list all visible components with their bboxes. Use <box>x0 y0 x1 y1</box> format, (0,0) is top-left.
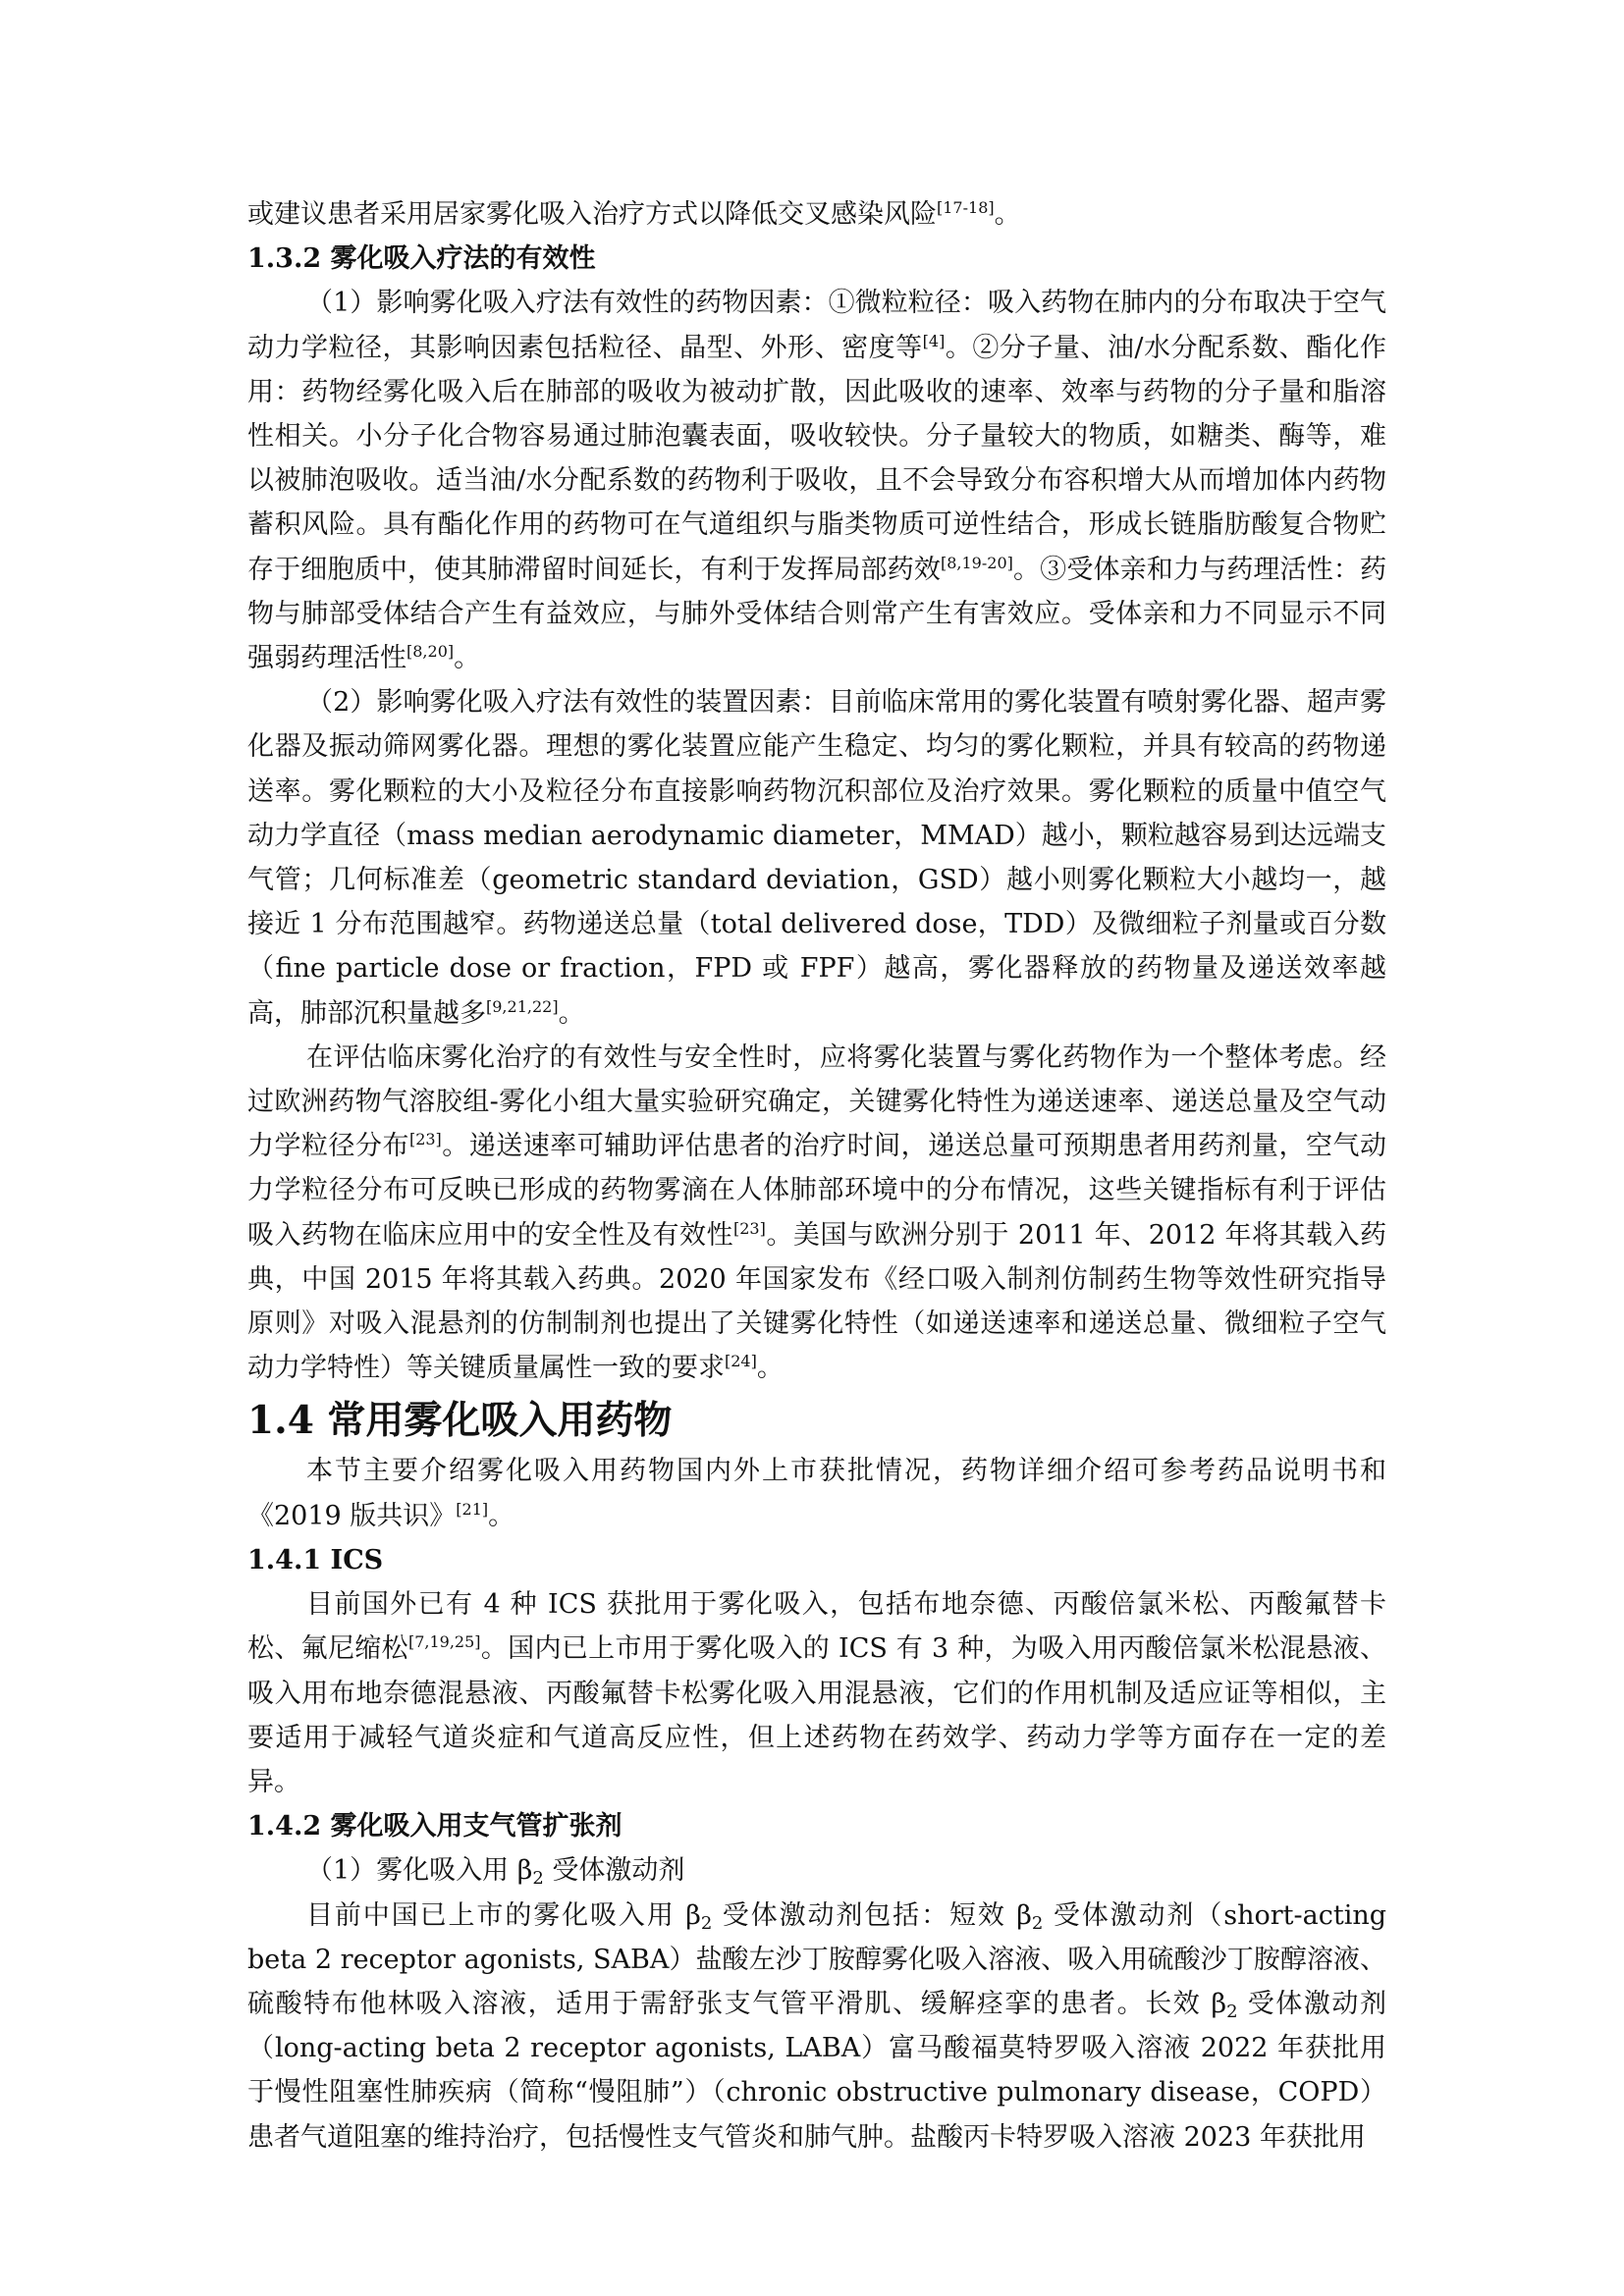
text-run: 。国内已上市用于雾化吸入的 ICS 有 3 种，为吸入用丙酸倍氯米松混悬液、吸入用布地奈德混悬液、丙酸氟替卡松雾化吸入用混悬液，它们的作用机制及适应证等相似，主要适用于减轻气道炎症和气道高反应性，但上述药物在药效学、药动力学等方面存在一定的差异。 <box>247 1633 1387 1797</box>
citation-ref: [23] <box>732 1218 766 1238</box>
citation-ref: [7,19,25] <box>407 1632 481 1652</box>
subscript: 2 <box>532 1868 544 1890</box>
text-run: 。美国与欧洲分别于 2011 年、2012 年将其载入药典，中国 2015 年将其载入药典。2020 年国家发布《经口吸入制剂仿制药生物等效性研究指导原则》对吸入混悬剂的仿制制剂也提出了关键雾化特性（如递送速率和递送总量、微细粒子空气动力学特性）等关键质量属性一致的要求 <box>247 1219 1386 1384</box>
text-run: （2）影响雾化吸入疗法有效性的装置因素：目前临床常用的雾化装置有喷射雾化器、超声雾化器及振动筛网雾化器。理想的雾化装置应能产生稳定、均匀的雾化颗粒，并具有较高的药物递送率。雾化颗粒的大小及粒径分布直接影响药物沉积部位及治疗效果。雾化颗粒的质量中值空气动力学直径（mass median aerodynamic diameter，MMAD）越小，颗粒越容易到达远端支气管；几何标准差（geometric standard deviation，GSD）越小则雾化颗粒大小越均一，越接近 1 分布范围越窄。药物递送总量（total delivered dose，TDD）及微细粒子剂量或百分数（fine particle dose or fraction，FPD 或 FPF）越高，雾化器释放的药物量及递送效率越高，肺部沉积量越多 <box>247 687 1386 1029</box>
text-run: 受体激动剂（long-acting beta 2 receptor agonists, LABA）富马酸福莫特罗吸入溶液 2022 年获批用于慢性阻塞性肺疾病（简称“慢阻肺”）（chronic obstructive pulmonary disease，COPD）患者气道阻塞的维持治疗，包括慢性支气管炎和肺气肿。盐酸丙卡特罗吸入溶液 2023 年获批用 <box>247 1988 1386 2153</box>
text-run: 。递送速率可辅助评估患者的治疗时间，递送总量可预期患者用药剂量，空气动力学粒径分布可反映已形成的药物雾滴在人体肺部环境中的分布情况，这些关键指标有利于评估吸入药物在临床应用中的安全性及有效性 <box>247 1131 1387 1251</box>
paragraph <box>247 1894 1386 2160</box>
text-run: 。 <box>994 199 1021 230</box>
text-run: 目前国外已有 4 种 ICS 获批用于雾化吸入，包括布地奈德、丙酸倍氯米松、丙酸氟替卡松、氟尼缩松 <box>247 1589 1386 1665</box>
section-heading: 1.3.2 雾化吸入疗法的有效性 <box>247 243 596 275</box>
text-run: 受体激动剂 <box>543 1855 685 1887</box>
citation-ref: [8,20] <box>406 642 455 662</box>
text-run: （1）雾化吸入用 β <box>306 1855 533 1887</box>
citation-ref: [4] <box>922 331 946 350</box>
citation-ref: [21] <box>456 1499 489 1519</box>
text-run: 。 <box>488 1500 515 1531</box>
text-run: 本节主要介绍雾化吸入用药物国内外上市获批情况，药物详细介绍可参考药品说明书和《2019 版共识》 <box>247 1456 1386 1531</box>
text-run: 受体激动剂（short-acting beta 2 receptor agonists, SABA）盐酸左沙丁胺醇雾化吸入溶液、吸入用硫酸沙丁胺醇溶液、硫酸特布他林吸入溶液，适用于需舒张支气管平滑肌、缓解痉挛的患者。长效 β <box>247 1899 1386 2019</box>
paragraph <box>247 1848 1386 1893</box>
text-run: 在评估临床雾化治疗的有效性与安全性时，应将雾化装置与雾化药物作为一个整体考虑。经过欧洲药物气溶胶组-雾化小组大量实验研究确定，关键雾化特性为递送速率、递送总量及空气动力学粒径分布 <box>247 1041 1386 1162</box>
subscript: 2 <box>1226 2001 1238 2022</box>
text-run: 。②分子量、油/水分配系数、酯化作用：药物经雾化吸入后在肺部的吸收为被动扩散，因此吸收的速率、效率与药物的分子量和脂溶性相关。小分子化合物容易通过肺泡囊表面，吸收较快。分子量较大的物质，如糖类、酶等，难以被肺泡吸收。适当油/水分配系数的药物利于吸收，且不会导致分布容积增大从而增加体内药物蓄积风险。具有酯化作用的药物可在气道组织与脂类物质可逆性结合，形成长链脂肪酸复合物贮存于细胞质中，使其肺滞留时间延长，有利于发挥局部药效 <box>247 332 1386 585</box>
section-heading: 1.4 常用雾化吸入用药物 <box>247 1398 673 1444</box>
paragraph <box>247 192 1386 237</box>
subscript: 2 <box>700 1912 713 1934</box>
paragraph <box>247 1036 1386 1391</box>
text-run: 。 <box>558 997 585 1029</box>
document-page <box>247 192 1386 2160</box>
text-run: 。 <box>454 643 481 674</box>
paragraph <box>247 281 1386 680</box>
citation-ref: [8,19-20] <box>940 553 1013 572</box>
paragraph <box>247 680 1386 1036</box>
citation-ref: [23] <box>408 1130 442 1149</box>
text-run: 或建议患者采用居家雾化吸入治疗方式以降低交叉感染风险 <box>247 199 937 230</box>
subscript: 2 <box>1031 1912 1044 1934</box>
text-run: 目前中国已上市的雾化吸入用 β <box>306 1899 701 1931</box>
section-heading: 1.4.2 雾化吸入用支气管扩张剂 <box>247 1811 623 1842</box>
paragraph <box>247 1582 1386 1804</box>
text-run: 。 <box>756 1353 784 1384</box>
text-run: 。③受体亲和力与药理活性：药物与肺部受体结合产生有益效应，与肺外受体结合则常产生有害效应。受体亲和力不同显示不同强弱药理活性 <box>247 554 1387 674</box>
section-heading: 1.4.1 ICS <box>247 1544 384 1575</box>
citation-ref: [9,21,22] <box>486 996 559 1016</box>
text-run: （1）影响雾化吸入疗法有效性的药物因素：①微粒粒径：吸入药物在肺内的分布取决于空气动力学粒径，其影响因素包括粒径、晶型、外形、密度等 <box>247 288 1386 363</box>
text-run: 受体激动剂包括：短效 β <box>712 1899 1032 1931</box>
citation-ref: [24] <box>725 1352 757 1371</box>
paragraph <box>247 1449 1386 1537</box>
citation-ref: [17-18] <box>937 198 995 217</box>
